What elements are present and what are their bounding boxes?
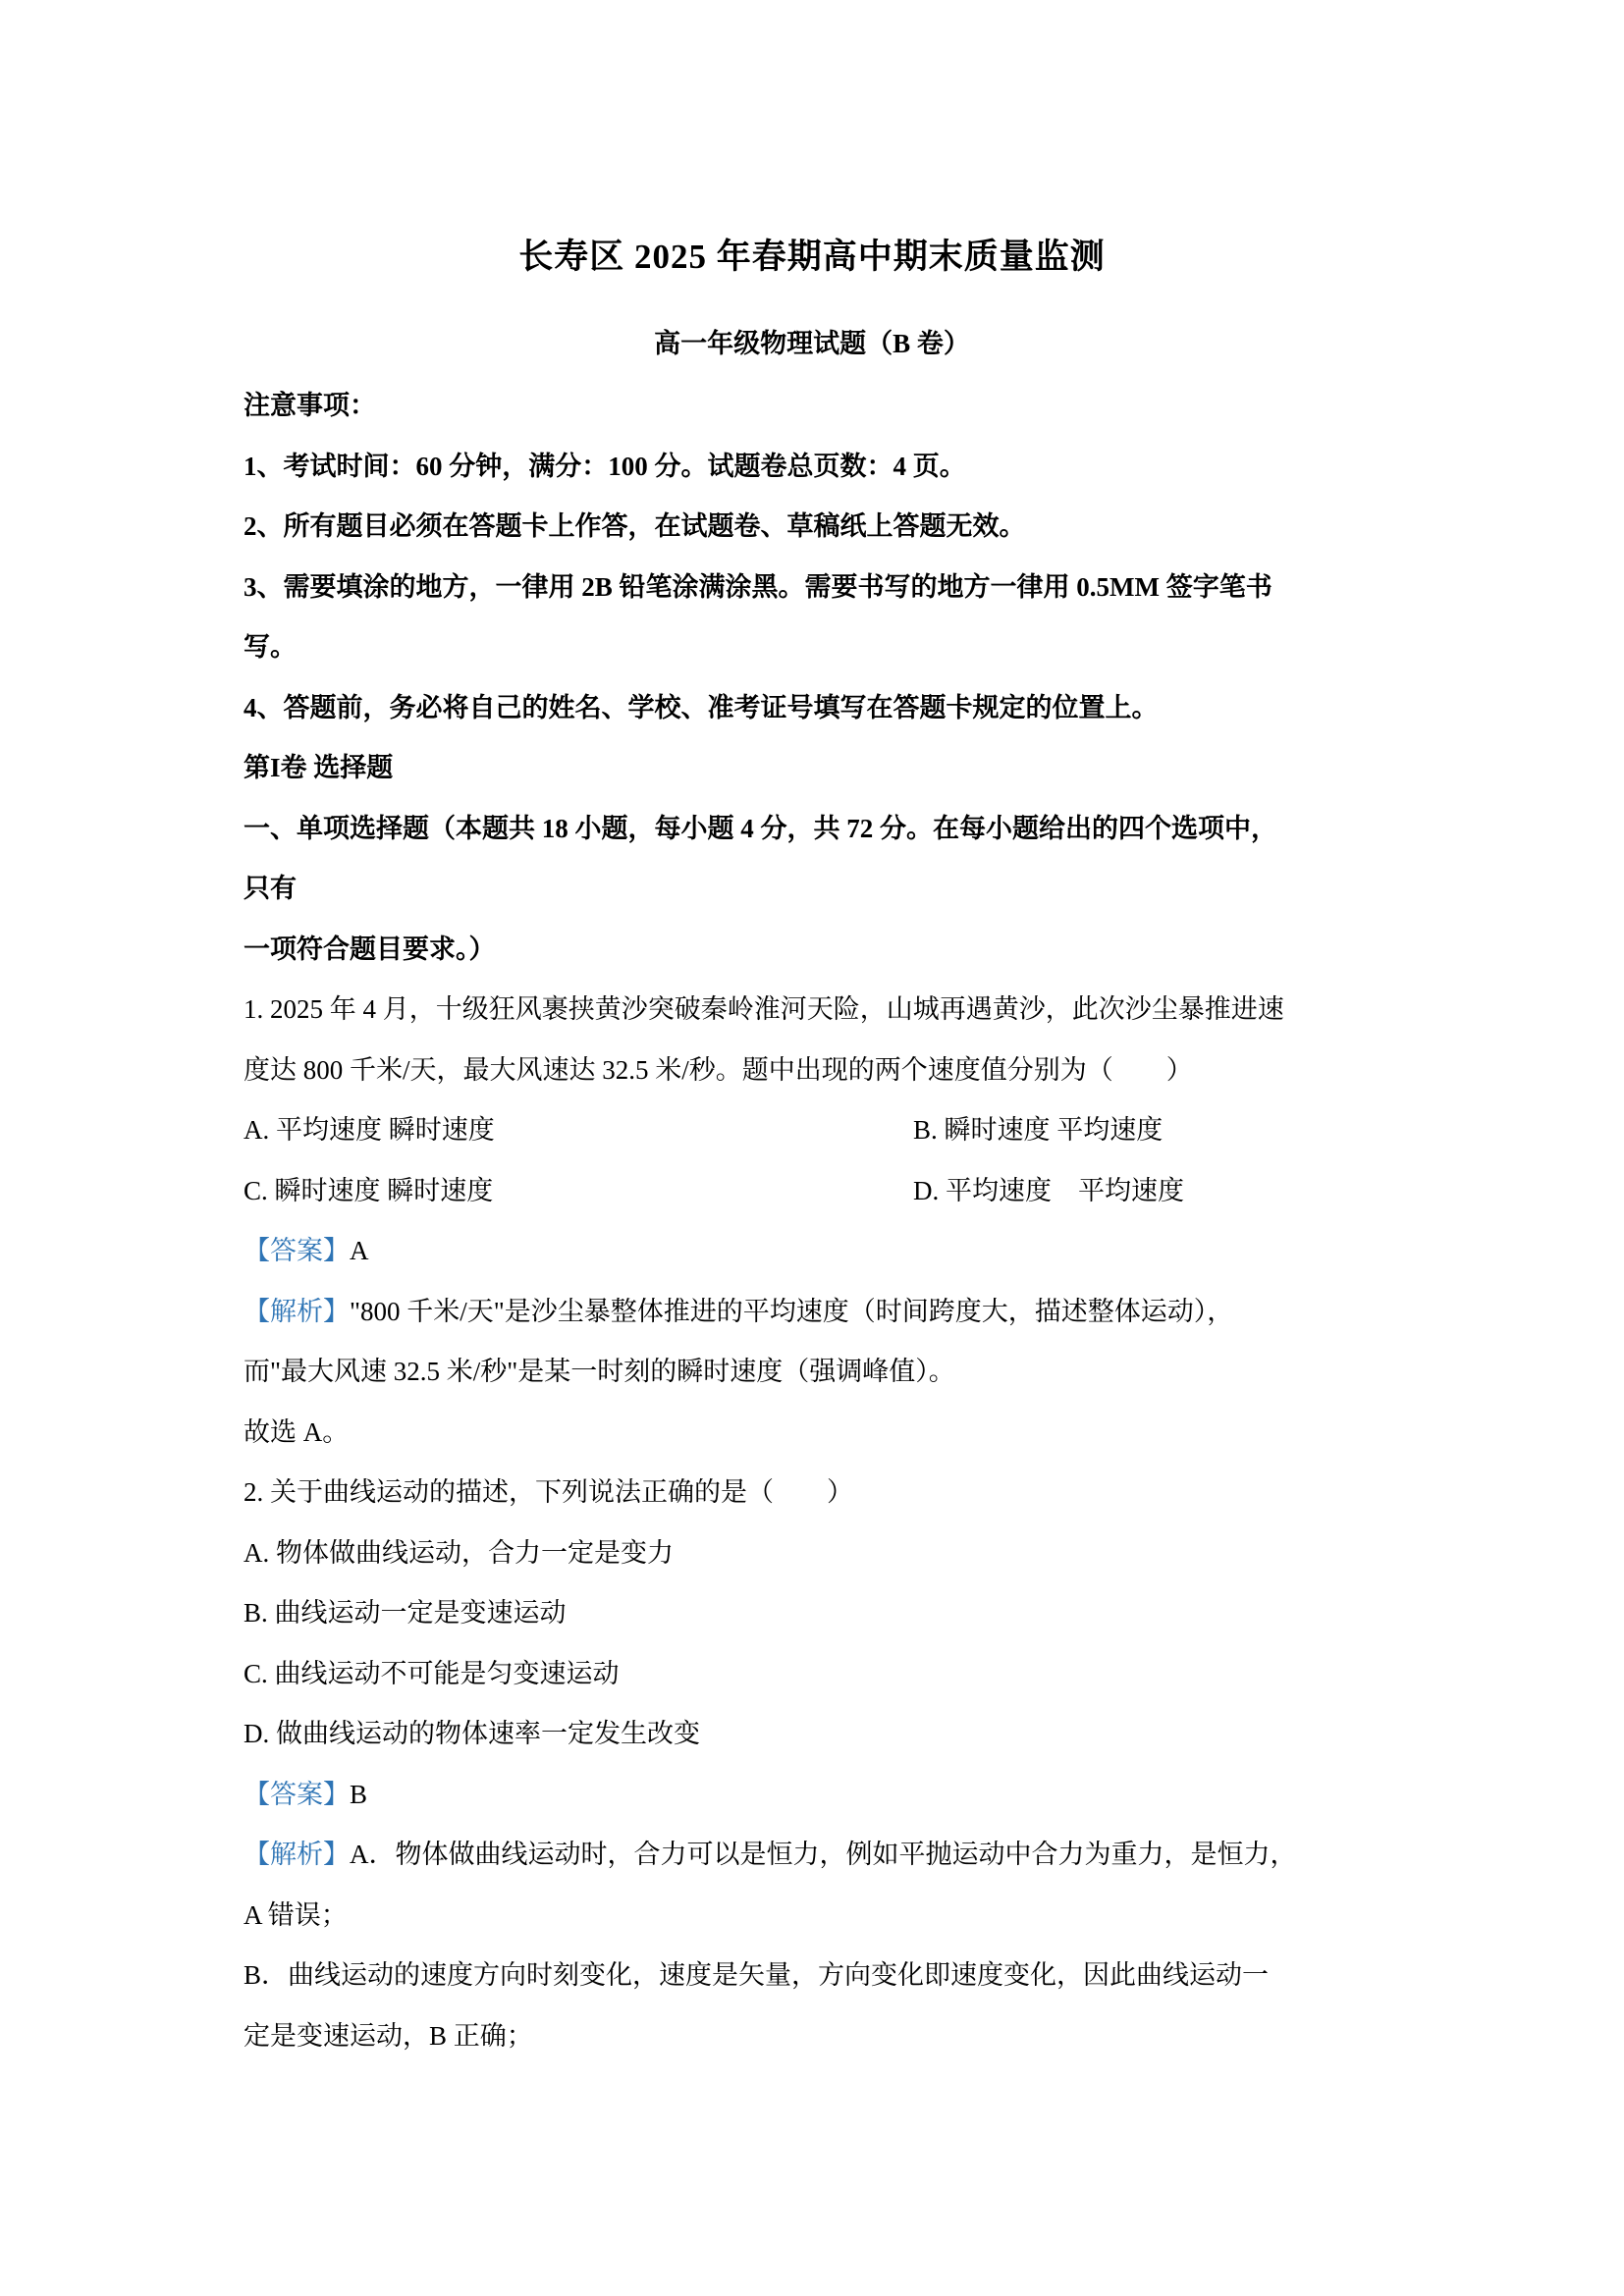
question-1-options-row-1 [244, 1100, 1402, 1161]
analysis-label: 【解析】 [244, 1840, 350, 1869]
exam-subtitle: 高一年级物理试题（B 卷） [654, 329, 970, 358]
notice-item-1: 1、考试时间：60 分钟，满分：100 分。试题卷总页数：4 页。 [244, 451, 966, 481]
question-2-option-a: A. 物体做曲线运动，合力一定是变力 [244, 1537, 674, 1568]
notice-item-4: 4、答题前，务必将自己的姓名、学校、准考证号填写在答题卡规定的位置上。 [244, 692, 1159, 722]
question-1-option-a: A. 平均速度 瞬时速度 [244, 1115, 495, 1145]
question-1-answer-value: A [350, 1236, 369, 1265]
notice-item-3-line-2: 写。 [244, 632, 297, 662]
question-1-analysis-line-3: 故选 A。 [244, 1416, 350, 1447]
question-2-answer-value: B [350, 1779, 368, 1809]
question-2-option-d: D. 做曲线运动的物体速率一定发生改变 [244, 1719, 700, 1748]
question-1-option-c: C. 瞬时速度 瞬时速度 [244, 1175, 494, 1205]
question-1-stem-line-1: 1. 2025 年 4 月，十级狂风裹挟黄沙突破秦岭淮河天险，山城再遇黄沙，此次沙尘暴推进速 [244, 994, 1284, 1024]
exam-body [244, 376, 1402, 2066]
question-2-stem-line-1: 2. 关于曲线运动的描述，下列说法正确的是（ ） [244, 1477, 853, 1507]
question-2-analysis-line-4: 定是变速运动，B 正确； [244, 2020, 533, 2051]
question-2-option-c: C. 曲线运动不可能是匀变速运动 [244, 1658, 620, 1688]
answer-label: 【答案】 [244, 1779, 350, 1809]
section-instruction-line-2: 只有 [244, 874, 297, 903]
question-2-analysis-text-1: A．物体做曲线运动时，合力可以是恒力，例如平抛运动中合力为重力，是恒力， [350, 1840, 1297, 1869]
question-1-option-b: B. 瞬时速度 平均速度 [913, 1115, 1164, 1145]
section-instruction-line-1: 一、单项选择题（本题共 18 小题，每小题 4 分，共 72 分。在每小题给出的四个选项中， [244, 813, 1277, 843]
question-2-option-b: B. 曲线运动一定是变速运动 [244, 1598, 567, 1628]
question-2-analysis-line-2: A 错误； [244, 1899, 348, 1930]
question-1-analysis-line-1 [244, 1282, 1402, 1343]
question-2-analysis-line-3: B．曲线运动的速度方向时刻变化，速度是矢量，方向变化即速度变化，因此曲线运动一 [244, 1960, 1270, 1990]
analysis-label: 【解析】 [244, 1296, 350, 1326]
notices-heading: 注意事项： [244, 391, 376, 420]
question-1-stem-line-2: 度达 800 千米/天，最大风速达 32.5 米/秒。题中出现的两个速度值分别为（ ） [244, 1054, 1193, 1085]
question-1-option-d: D. 平均速度 平均速度 [913, 1175, 1184, 1205]
notice-item-3-line-1: 3、需要填涂的地方，一律用 2B 铅笔涂满涂黑。需要书写的地方一律用 0.5MM 签字笔书 [244, 571, 1272, 602]
notice-item-2: 2、所有题目必须在答题卡上作答，在试题卷、草稿纸上答题无效。 [244, 511, 1026, 541]
answer-label: 【答案】 [244, 1236, 350, 1265]
question-1-analysis-line-2: 而"最大风速 32.5 米/秒"是某一时刻的瞬时速度（强调峰值）。 [244, 1357, 955, 1386]
question-1-analysis-text-1: "800 千米/天"是沙尘暴整体推进的平均速度（时间跨度大，描述整体运动）， [350, 1296, 1234, 1326]
question-1-answer-line [244, 1221, 1402, 1282]
section-instruction-line-3: 一项符合题目要求。） [244, 934, 496, 964]
question-1-options-row-2 [244, 1161, 1402, 1222]
section-part-title: 第I卷 选择题 [244, 753, 394, 782]
question-2-analysis-line-1 [244, 1825, 1402, 1886]
exam-title: 长寿区 2025 年春期高中期末质量监测 [518, 238, 1106, 276]
question-2-answer-line [244, 1765, 1402, 1826]
